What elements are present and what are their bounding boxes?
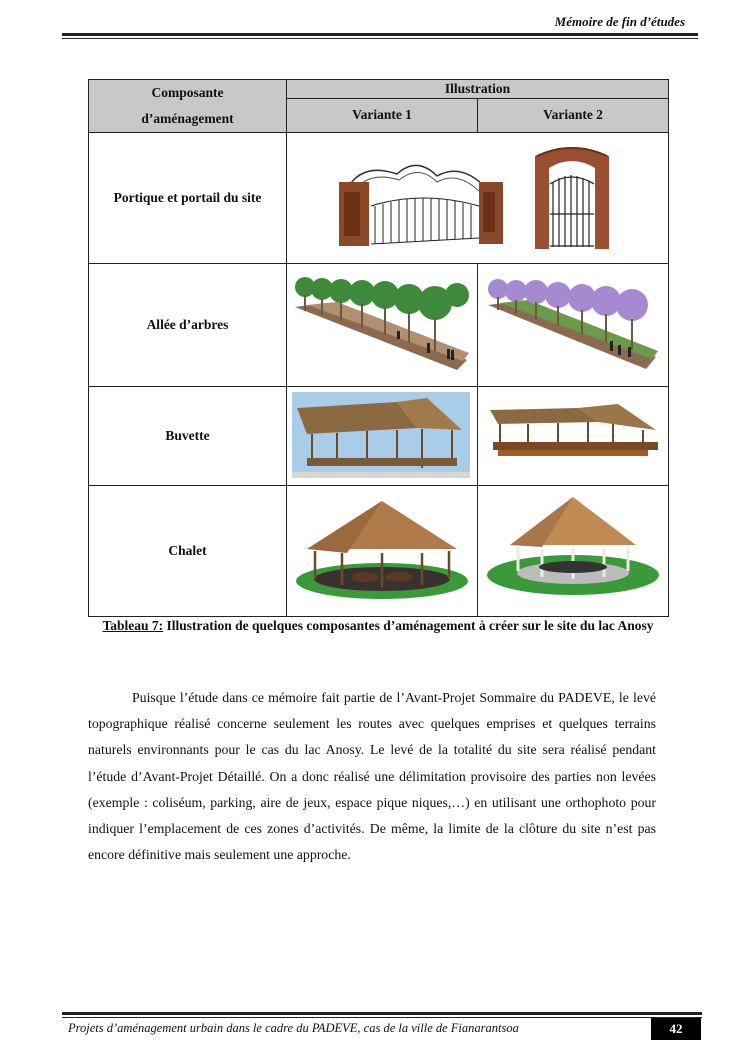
jacaranda-alley-image xyxy=(478,265,667,386)
caption-text: Illustration de quelques composantes d’aménagement à créer sur le site du lac Anosy xyxy=(163,618,654,633)
chalet-image-1 xyxy=(287,487,476,616)
buvette-image-2 xyxy=(478,388,667,485)
portique-illustration xyxy=(287,133,669,264)
row-label-buvette: Buvette xyxy=(89,387,287,486)
header-rule-thin xyxy=(62,38,698,39)
allee-variante-2 xyxy=(478,264,669,387)
row-label-allee: Allée d’arbres xyxy=(89,264,287,387)
illustration-table xyxy=(88,79,669,617)
buvette-variante-2 xyxy=(478,387,669,486)
header-variante-2: Variante 2 xyxy=(478,98,669,132)
buvette-variante-1 xyxy=(287,387,478,486)
footer-rule xyxy=(62,1012,702,1015)
palm-alley-image xyxy=(287,265,476,386)
chalet-image-2 xyxy=(478,487,667,616)
allee-variante-1 xyxy=(287,264,478,387)
chalet-variante-2 xyxy=(478,486,669,617)
header-composante: Composante d’aménagement xyxy=(89,80,287,133)
footer-text: Projets d’aménagement urbain dans le cadre du PADEVE, cas de la ville de Fianarantsoa xyxy=(68,1021,519,1035)
page-number: 42 xyxy=(651,1018,701,1040)
gate-image xyxy=(287,134,669,263)
header-illustration: Illustration xyxy=(287,80,669,99)
caption-number: Tableau 7: xyxy=(102,618,164,633)
footer-rule-thin xyxy=(62,1017,702,1018)
header-variante-1: Variante 1 xyxy=(287,98,478,132)
table-caption xyxy=(88,617,668,635)
row-label-chalet: Chalet xyxy=(89,486,287,617)
buvette-image-1 xyxy=(287,388,476,485)
chalet-variante-1 xyxy=(287,486,478,617)
header-rule xyxy=(62,33,698,36)
row-label-portique: Portique et portail du site xyxy=(89,133,287,264)
body-paragraph: Puisque l’étude dans ce mémoire fait partie de l’Avant-Projet Sommaire du PADEVE, le levé topographique réalisé concerne seulement les routes avec quelques emprises et quelques terrains naturels environnants pour le cas du lac Anosy. Le levé de la totalité du site sera réalisé pendant l’étude d’Avant-Projet Détaillé. On a donc réalisé une délimitation provisoire des parties non levées (exemple : coliséum, parking, aire de jeux, espace pique niques,…) en utilisant une orthophoto pour indiquer l’emplacement de ces zones d’activités. De même, la limite de la clôture du site n’est pas encore définitive mais seulement une approche. xyxy=(88,690,656,863)
running-header-title: Mémoire de fin d’études xyxy=(554,14,685,29)
